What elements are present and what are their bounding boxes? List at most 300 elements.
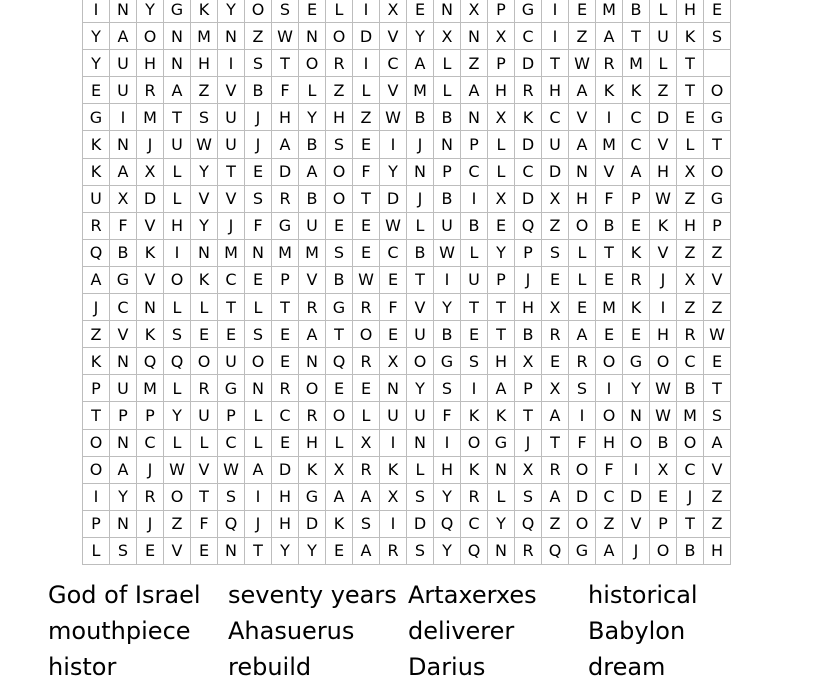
grid-cell: V [164, 537, 191, 564]
grid-cell: R [353, 293, 380, 320]
grid-cell: L [569, 266, 596, 293]
grid-cell: M [137, 103, 164, 130]
grid-cell: R [353, 456, 380, 483]
grid-cell: E [272, 347, 299, 374]
grid-cell: E [272, 429, 299, 456]
grid-cell: X [380, 0, 407, 22]
grid-cell: H [137, 49, 164, 76]
grid-cell: A [569, 320, 596, 347]
grid-cell: G [623, 347, 650, 374]
grid-cell: X [677, 266, 704, 293]
grid-cell: C [461, 158, 488, 185]
grid-cell: V [596, 158, 623, 185]
grid-cell: G [704, 185, 731, 212]
grid-cell: P [488, 49, 515, 76]
grid-cell: K [623, 76, 650, 103]
grid-cell: N [434, 130, 461, 157]
grid-cell: M [191, 22, 218, 49]
grid-cell: E [83, 76, 110, 103]
grid-cell: T [218, 158, 245, 185]
grid-cell: R [299, 401, 326, 428]
grid-cell: K [515, 103, 542, 130]
grid-cell: P [515, 239, 542, 266]
grid-cell: I [569, 401, 596, 428]
grid-cell: K [650, 212, 677, 239]
grid-cell: X [488, 185, 515, 212]
grid-cell: B [326, 266, 353, 293]
grid-cell: U [299, 212, 326, 239]
grid-cell: P [515, 374, 542, 401]
grid-cell: H [434, 456, 461, 483]
grid-cell: S [164, 320, 191, 347]
grid-cell: H [299, 429, 326, 456]
grid-cell: O [407, 347, 434, 374]
grid-cell: A [542, 401, 569, 428]
grid-cell: C [137, 429, 164, 456]
word-bank-item: mouthpiece [48, 617, 191, 645]
grid-cell: V [407, 293, 434, 320]
grid-cell: I [542, 22, 569, 49]
grid-cell: U [191, 401, 218, 428]
grid-cell: Y [407, 22, 434, 49]
grid-cell: I [542, 0, 569, 22]
grid-cell: A [569, 130, 596, 157]
grid-cell: N [434, 0, 461, 22]
word-bank-item: Darius [408, 653, 486, 681]
grid-cell: J [407, 185, 434, 212]
grid-cell: L [434, 76, 461, 103]
grid-cell: G [434, 347, 461, 374]
grid-cell: I [245, 483, 272, 510]
grid-cell: X [488, 22, 515, 49]
grid-cell: L [434, 49, 461, 76]
grid-cell: R [596, 49, 623, 76]
grid-cell [704, 49, 731, 76]
grid-cell: O [164, 266, 191, 293]
grid-cell: X [137, 158, 164, 185]
grid-cell: R [191, 374, 218, 401]
grid-cell: E [326, 537, 353, 564]
grid-cell: K [83, 158, 110, 185]
grid-cell: N [380, 374, 407, 401]
grid-cell: Q [542, 537, 569, 564]
grid-cell: H [272, 510, 299, 537]
grid-cell: X [380, 483, 407, 510]
grid-cell: Y [299, 537, 326, 564]
grid-cell: S [218, 483, 245, 510]
grid-cell: T [704, 130, 731, 157]
grid-cell: H [191, 49, 218, 76]
grid-cell: I [353, 0, 380, 22]
grid-cell: G [83, 103, 110, 130]
grid-cell: B [677, 537, 704, 564]
grid-cell: I [380, 510, 407, 537]
grid-cell: Z [677, 185, 704, 212]
grid-cell: F [434, 401, 461, 428]
grid-cell: Y [434, 483, 461, 510]
grid-cell: R [542, 456, 569, 483]
grid-cell: Z [677, 239, 704, 266]
grid-cell: R [137, 483, 164, 510]
grid-cell: Y [191, 212, 218, 239]
grid-cell: N [245, 374, 272, 401]
grid-cell: C [515, 158, 542, 185]
grid-cell: U [110, 76, 137, 103]
grid-cell: J [623, 537, 650, 564]
grid-cell: L [677, 130, 704, 157]
grid-cell: E [191, 537, 218, 564]
grid-cell: B [299, 185, 326, 212]
grid-cell: Z [326, 76, 353, 103]
grid-cell: Z [542, 212, 569, 239]
grid-cell: R [623, 266, 650, 293]
word-bank-item: Artaxerxes [408, 581, 537, 609]
grid-cell: Z [83, 320, 110, 347]
grid-cell: I [461, 374, 488, 401]
grid-cell: V [380, 76, 407, 103]
grid-cell: Z [569, 22, 596, 49]
grid-cell: S [353, 510, 380, 537]
grid-cell: N [299, 22, 326, 49]
grid-cell: K [191, 0, 218, 22]
grid-cell: O [461, 429, 488, 456]
grid-cell: X [461, 0, 488, 22]
grid-cell: J [245, 510, 272, 537]
grid-cell: N [299, 347, 326, 374]
grid-cell: E [596, 266, 623, 293]
grid-cell: K [137, 239, 164, 266]
grid-cell: Y [623, 374, 650, 401]
grid-cell: H [326, 103, 353, 130]
grid-cell: M [596, 293, 623, 320]
grid-cell: K [326, 510, 353, 537]
grid-cell: Y [488, 239, 515, 266]
grid-cell: O [326, 185, 353, 212]
grid-cell: E [596, 320, 623, 347]
grid-cell: Z [650, 76, 677, 103]
grid-cell: J [83, 293, 110, 320]
grid-cell: O [164, 483, 191, 510]
grid-cell: A [326, 483, 353, 510]
grid-cell: U [542, 130, 569, 157]
grid-cell: B [299, 130, 326, 157]
grid-cell: K [191, 266, 218, 293]
grid-cell: A [110, 22, 137, 49]
grid-cell: W [704, 320, 731, 347]
grid-cell: O [650, 347, 677, 374]
grid-cell: N [110, 429, 137, 456]
grid-cell: M [596, 0, 623, 22]
grid-cell: H [488, 347, 515, 374]
grid-cell: A [542, 483, 569, 510]
grid-cell: I [110, 103, 137, 130]
grid-cell: R [137, 76, 164, 103]
grid-cell: Y [164, 401, 191, 428]
grid-cell: S [245, 49, 272, 76]
grid-cell: Q [515, 212, 542, 239]
grid-cell: K [83, 347, 110, 374]
grid-cell: J [137, 130, 164, 157]
grid-cell: L [353, 401, 380, 428]
grid-cell: L [164, 429, 191, 456]
grid-cell: S [191, 103, 218, 130]
grid-cell: K [488, 401, 515, 428]
grid-cell: L [191, 293, 218, 320]
grid-cell: T [488, 320, 515, 347]
word-bank-item: deliverer [408, 617, 515, 645]
grid-cell: Z [677, 293, 704, 320]
grid-cell: E [245, 266, 272, 293]
grid-cell: X [488, 103, 515, 130]
word-bank-item: dream [588, 653, 666, 681]
grid-cell: P [488, 0, 515, 22]
grid-cell: T [677, 49, 704, 76]
grid-cell: I [83, 0, 110, 22]
grid-cell: T [272, 49, 299, 76]
grid-cell: N [488, 537, 515, 564]
grid-cell: E [380, 266, 407, 293]
grid-cell: E [407, 0, 434, 22]
grid-cell: R [542, 320, 569, 347]
grid-cell: E [272, 320, 299, 347]
grid-cell: X [434, 22, 461, 49]
grid-cell: I [596, 374, 623, 401]
grid-cell: G [272, 212, 299, 239]
grid-cell: L [83, 537, 110, 564]
grid-cell: W [650, 401, 677, 428]
grid-cell: I [623, 456, 650, 483]
grid-cell: N [218, 537, 245, 564]
grid-cell: Z [164, 510, 191, 537]
grid-cell: V [191, 456, 218, 483]
grid-cell: A [704, 429, 731, 456]
grid-cell: Z [461, 49, 488, 76]
grid-cell: N [164, 49, 191, 76]
grid-cell: Q [434, 510, 461, 537]
grid-cell: E [326, 212, 353, 239]
grid-cell: L [353, 76, 380, 103]
grid-cell: S [704, 22, 731, 49]
grid-cell: H [515, 293, 542, 320]
grid-cell: O [326, 22, 353, 49]
grid-cell: Y [272, 537, 299, 564]
word-bank-item: rebuild [228, 653, 312, 681]
grid-cell: S [407, 537, 434, 564]
grid-cell: O [83, 456, 110, 483]
word-search-grid [82, 0, 731, 565]
grid-cell: V [704, 456, 731, 483]
grid-cell: M [218, 239, 245, 266]
grid-cell: U [218, 103, 245, 130]
grid-cell: D [137, 185, 164, 212]
grid-cell: B [434, 185, 461, 212]
grid-cell: R [83, 212, 110, 239]
grid-cell: N [191, 239, 218, 266]
grid-cell: N [110, 510, 137, 537]
grid-cell: N [110, 0, 137, 22]
grid-cell: C [623, 130, 650, 157]
grid-cell: A [110, 456, 137, 483]
grid-cell: U [218, 130, 245, 157]
grid-cell: Q [164, 347, 191, 374]
grid-cell: G [569, 537, 596, 564]
grid-cell: V [137, 212, 164, 239]
grid-cell: D [542, 158, 569, 185]
grid-cell: O [596, 401, 623, 428]
grid-cell: L [488, 483, 515, 510]
word-bank-item: God of Israel [48, 581, 201, 609]
grid-cell: Z [245, 22, 272, 49]
grid-cell: Z [704, 510, 731, 537]
grid-cell: U [434, 212, 461, 239]
grid-cell: J [137, 456, 164, 483]
grid-cell: A [353, 483, 380, 510]
grid-cell: L [164, 293, 191, 320]
grid-cell: O [299, 374, 326, 401]
grid-cell: K [461, 401, 488, 428]
grid-cell: G [218, 374, 245, 401]
grid-cell: A [83, 266, 110, 293]
grid-cell: E [461, 320, 488, 347]
grid-cell: U [110, 49, 137, 76]
grid-cell: U [650, 22, 677, 49]
grid-cell: F [380, 293, 407, 320]
grid-cell: V [380, 22, 407, 49]
grid-cell: T [488, 293, 515, 320]
grid-cell: E [353, 239, 380, 266]
grid-cell: U [218, 347, 245, 374]
grid-cell: B [407, 239, 434, 266]
grid-cell: B [596, 212, 623, 239]
grid-cell: N [245, 239, 272, 266]
grid-cell: G [326, 293, 353, 320]
grid-cell: M [272, 239, 299, 266]
grid-cell: Z [353, 103, 380, 130]
grid-cell: Y [299, 103, 326, 130]
grid-cell: B [677, 374, 704, 401]
grid-cell: J [245, 130, 272, 157]
grid-cell: L [326, 429, 353, 456]
grid-cell: M [596, 130, 623, 157]
grid-cell: H [569, 185, 596, 212]
grid-cell: X [515, 456, 542, 483]
grid-cell: O [245, 347, 272, 374]
grid-cell: S [245, 185, 272, 212]
grid-cell: L [569, 239, 596, 266]
grid-cell: C [542, 103, 569, 130]
grid-cell: E [488, 212, 515, 239]
grid-cell: N [164, 22, 191, 49]
grid-cell: K [623, 239, 650, 266]
grid-cell: R [380, 537, 407, 564]
grid-cell: W [191, 130, 218, 157]
grid-cell: O [569, 456, 596, 483]
grid-cell: Y [488, 510, 515, 537]
grid-cell: W [272, 22, 299, 49]
grid-cell: A [407, 49, 434, 76]
grid-cell: X [110, 185, 137, 212]
grid-cell: T [218, 293, 245, 320]
grid-cell: E [650, 483, 677, 510]
grid-cell: K [299, 456, 326, 483]
grid-cell: S [542, 239, 569, 266]
grid-cell: E [542, 347, 569, 374]
grid-cell: O [137, 22, 164, 49]
grid-cell: C [623, 103, 650, 130]
grid-cell: R [272, 374, 299, 401]
grid-cell: B [623, 0, 650, 22]
grid-cell: K [380, 456, 407, 483]
grid-cell: S [326, 130, 353, 157]
grid-cell: H [272, 103, 299, 130]
grid-cell: O [704, 76, 731, 103]
grid-cell: I [353, 49, 380, 76]
grid-cell: S [326, 239, 353, 266]
grid-cell: C [677, 456, 704, 483]
grid-cell: B [407, 103, 434, 130]
grid-cell: P [272, 266, 299, 293]
grid-cell: L [650, 49, 677, 76]
grid-cell: V [110, 320, 137, 347]
grid-cell: L [245, 401, 272, 428]
grid-cell: V [569, 103, 596, 130]
grid-cell: R [569, 347, 596, 374]
grid-cell: Y [191, 158, 218, 185]
grid-cell: N [488, 456, 515, 483]
grid-cell: N [461, 103, 488, 130]
grid-cell: R [461, 483, 488, 510]
grid-cell: T [542, 49, 569, 76]
grid-cell: P [110, 401, 137, 428]
grid-cell: C [380, 239, 407, 266]
grid-cell: T [191, 483, 218, 510]
grid-cell: D [515, 130, 542, 157]
grid-cell: H [704, 537, 731, 564]
grid-cell: E [353, 212, 380, 239]
grid-cell: I [434, 429, 461, 456]
grid-cell: N [569, 158, 596, 185]
grid-cell: K [596, 76, 623, 103]
grid-cell: T [245, 537, 272, 564]
grid-cell: D [650, 103, 677, 130]
grid-cell: U [407, 401, 434, 428]
grid-cell: X [515, 347, 542, 374]
grid-cell: J [245, 103, 272, 130]
grid-cell: X [380, 347, 407, 374]
grid-cell: A [596, 22, 623, 49]
grid-cell: L [164, 374, 191, 401]
grid-cell: W [434, 239, 461, 266]
grid-cell: O [650, 537, 677, 564]
grid-cell: Y [434, 293, 461, 320]
grid-cell: S [569, 374, 596, 401]
grid-cell: B [245, 76, 272, 103]
grid-cell: S [461, 347, 488, 374]
grid-cell: C [110, 293, 137, 320]
grid-cell: P [434, 158, 461, 185]
grid-cell: J [137, 510, 164, 537]
grid-cell: U [380, 401, 407, 428]
grid-cell: L [245, 293, 272, 320]
grid-cell: O [569, 510, 596, 537]
grid-cell: R [677, 320, 704, 347]
grid-cell: O [326, 158, 353, 185]
grid-cell: C [218, 266, 245, 293]
grid-cell: F [272, 76, 299, 103]
grid-cell: G [110, 266, 137, 293]
grid-cell: B [461, 212, 488, 239]
grid-cell: T [83, 401, 110, 428]
